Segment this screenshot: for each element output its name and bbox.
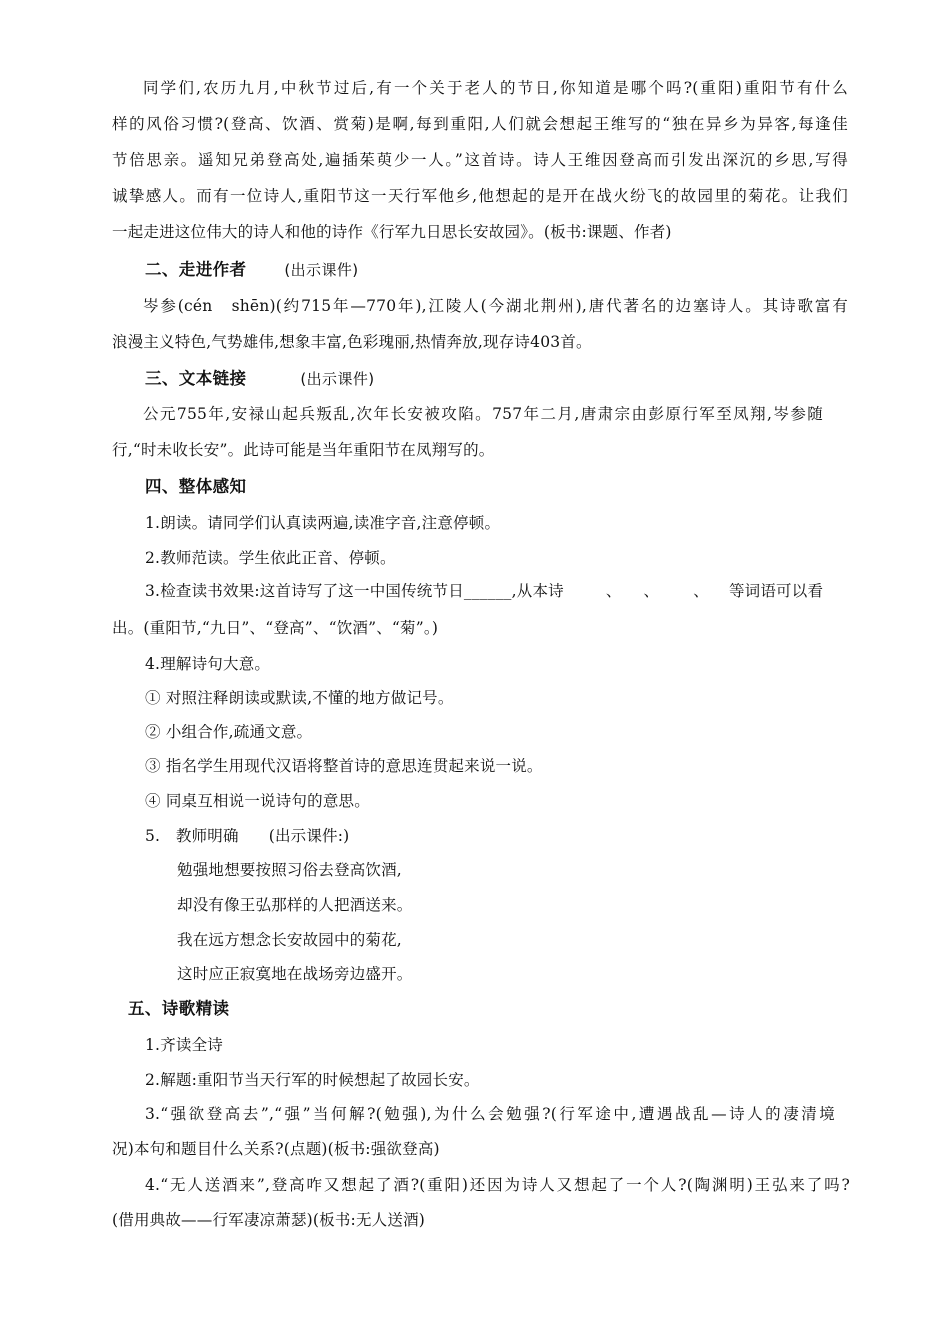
section-3-heading [145,369,375,389]
section-4-item-3-line-2: 出。(重阳节,“九日”、“登高”、“饮酒”、“菊”。) [112,619,439,637]
section-4-heading: 四、整体感知 [145,477,247,496]
section-5-item-3-line-1: 3.“强欲登高去”,“强”当何解?(勉强),为什么会勉强?(行军途中,遭遇战乱—诗人的凄清境 [145,1105,835,1123]
section-3-title: 三、文本链接 [145,369,247,388]
section-4-item-1: 1.朗读。请同学们认真读两遍,读准字音,注意停顿。 [145,514,501,532]
section-5-heading: 五、诗歌精读 [128,999,230,1018]
section-4-item-2: 2.教师范读。学生依此正音、停顿。 [145,549,396,567]
section-4-sub-2: ② 小组合作,疏通文意。 [145,723,313,741]
intro-line-2: 样的风俗习惯?(登高、饮酒、赏菊)是啊,每到重阳,人们就会想起王维写的“独在异乡为异客,每逢佳 [112,115,848,133]
intro-line-3: 节倍思亲。遥知兄弟登高处,遍插茱萸少一人。”这首诗。诗人王维因登高而引发出深沉的乡思,写得 [112,151,848,169]
section-3-line-1: 公元755年,安禄山起兵叛乱,次年长安被攻陷。757年二月,唐肃宗由彭原行军至凤翔,岑参随 [143,405,823,423]
item-3-text: 3.检查读书效果:这首诗写了这一中国传统节日______,从本诗 [145,582,564,600]
section-5-item-2: 2.解题:重阳节当天行军的时候想起了故园长安。 [145,1071,480,1089]
section-2-line-1: 岑参(cén shēn)(约715年—770年),江陵人(今湖北荆州),唐代著名的边塞诗人。其诗歌富有 [143,297,848,315]
section-2-note: (出示课件) [284,261,359,279]
section-3-note: (出示课件) [300,370,375,388]
section-5-item-1: 1.齐读全诗 [145,1036,223,1054]
section-4-item-3-line-1 [145,581,823,601]
section-2-line-2: 浪漫主义特色,气势雄伟,想象丰富,色彩瑰丽,热情奔放,现存诗403首。 [112,333,592,351]
intro-line-5: 一起走进这位伟大的诗人和他的诗作《行军九日思长安故园》。(板书:课题、作者) [112,223,672,241]
section-4-item-5 [145,826,349,846]
poem-line-3: 我在远方想念长安故园中的菊花, [177,931,402,949]
item-5-label: 5. 教师明确 [145,827,239,845]
section-2-title: 二、走进作者 [145,260,247,279]
section-4-item-4: 4.理解诗句大意。 [145,655,271,673]
poem-line-4: 这时应正寂寞地在战场旁边盛开。 [177,965,413,983]
section-5-item-4-line-1: 4.“无人送酒来”,登高咋又想起了酒?(重阳)还因为诗人又想起了一个人?(陶渊明)王弘来了吗? [145,1176,850,1194]
item-3-sep-3: 、 [693,582,709,600]
section-5-item-3-line-2: 况)本句和题目什么关系?(点题)(板书:强欲登高) [112,1140,440,1158]
item-3-sep-2: 、 [643,582,660,600]
intro-line-1: 同学们,农历九月,中秋节过后,有一个关于老人的节日,你知道是哪个吗?(重阳)重阳节有什么 [143,79,848,97]
section-2-heading [145,260,359,280]
poem-line-1: 勉强地想要按照习俗去登高饮酒, [177,861,402,879]
section-3-line-2: 行,“时未收长安”。此诗可能是当年重阳节在凤翔写的。 [112,441,495,459]
poem-line-2: 却没有像王弘那样的人把酒送来。 [177,896,413,914]
section-4-sub-3: ③ 指名学生用现代汉语将整首诗的意思连贯起来说一说。 [145,757,543,775]
item-5-note: (出示课件:) [268,827,350,845]
item-3-tail: 等词语可以看 [728,582,824,600]
intro-line-4: 诚挚感人。而有一位诗人,重阳节这一天行军他乡,他想起的是开在战火纷飞的故园里的菊花。让我们 [112,187,848,205]
item-3-sep-1: 、 [605,582,622,600]
section-4-sub-4: ④ 同桌互相说一说诗句的意思。 [145,792,370,810]
section-4-sub-1: ① 对照注释朗读或默读,不懂的地方做记号。 [145,689,454,707]
section-5-item-4-line-2: (借用典故——行军凄凉萧瑟)(板书:无人送酒) [112,1211,426,1229]
